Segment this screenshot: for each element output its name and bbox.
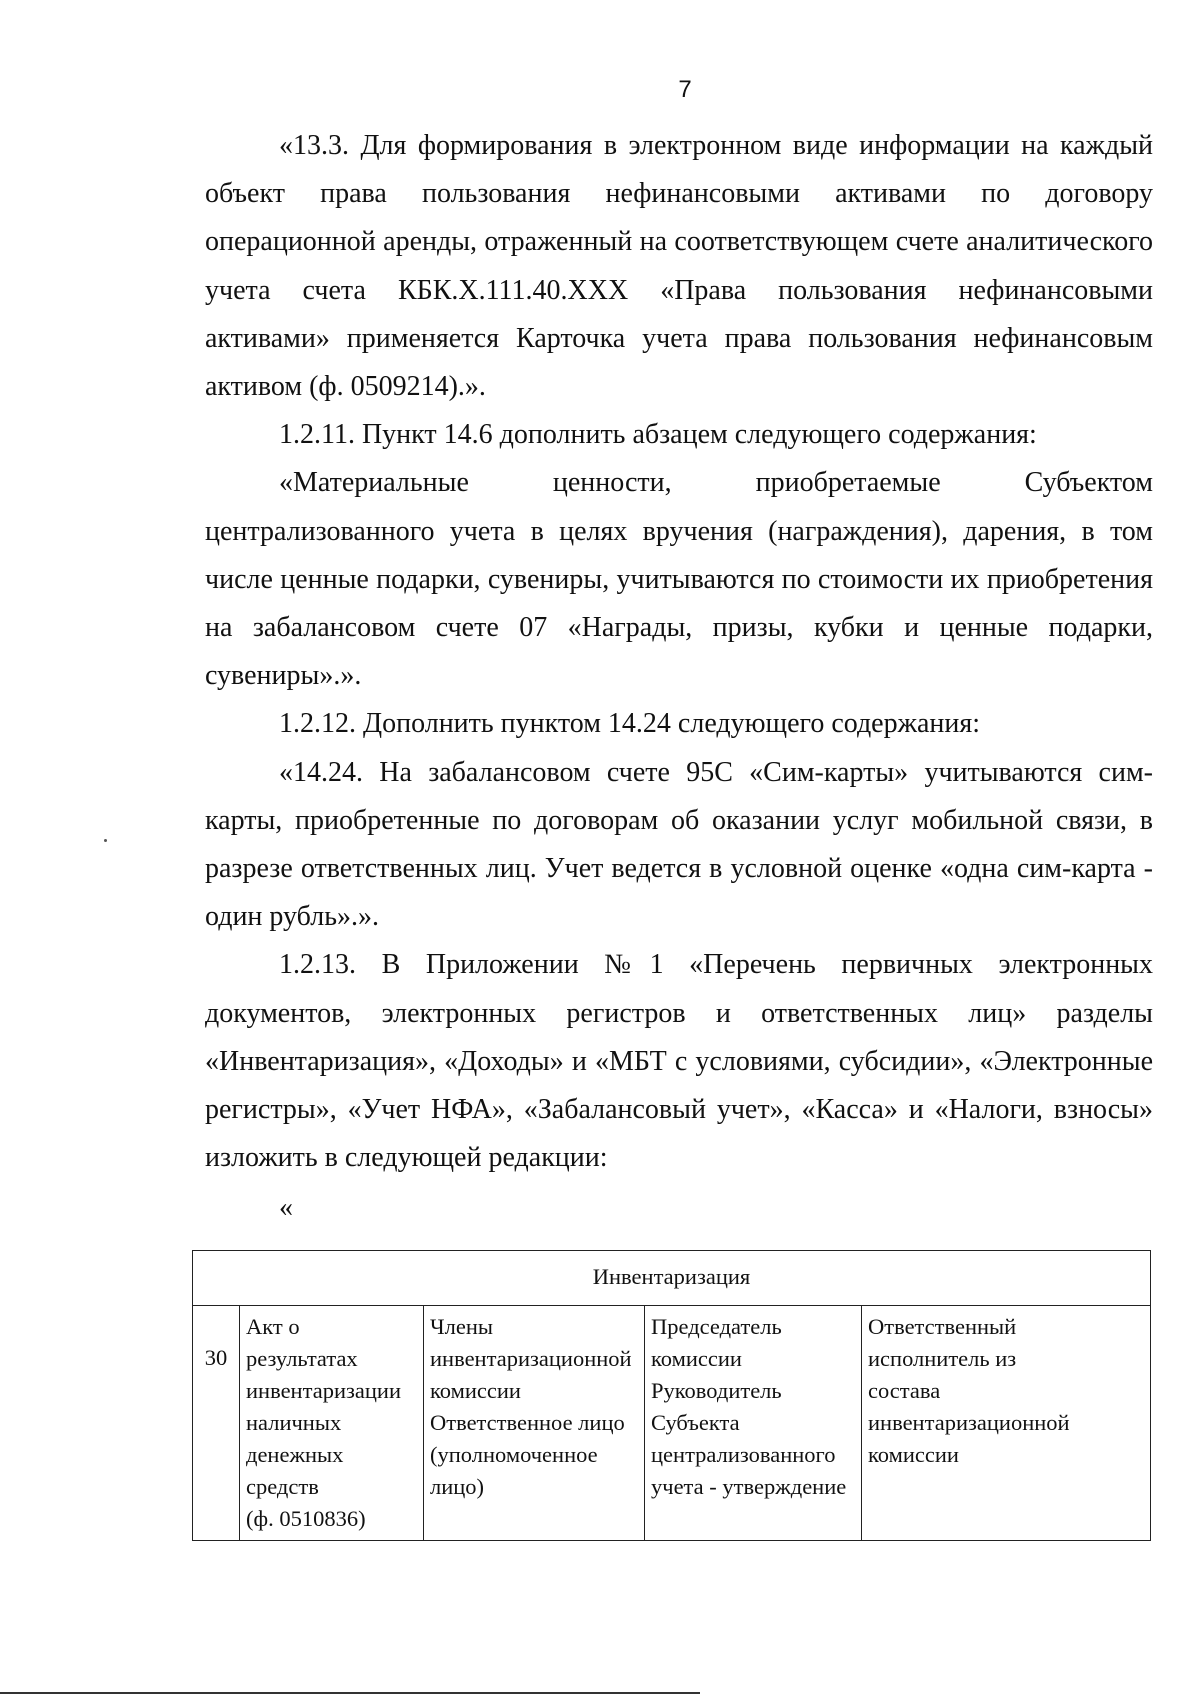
section-title: Инвентаризация bbox=[193, 1251, 1151, 1306]
cell-line: Руководитель bbox=[651, 1378, 782, 1403]
table-row bbox=[193, 1306, 1151, 1541]
cell-line: Ответственное лицо bbox=[430, 1410, 625, 1435]
cell-line: Члены bbox=[430, 1314, 493, 1339]
cell-line: Акт о bbox=[246, 1314, 300, 1339]
cell-line: инвентаризации bbox=[246, 1378, 401, 1403]
paragraph-1-2-12: 1.2.12. Дополнить пунктом 14.24 следующего содержания: bbox=[279, 708, 981, 740]
paragraph-1-2-13: 1.2.13. В Приложении №1 «Перечень первичных электронных документов, электронных регистров и ответственных лиц» разделы «Инвентаризация», «Доходы» и «МБТ с условиями, субсидии», «Электронные регистры», «Учет НФА», «Забалансовый учет», «Касса» и «Налоги, взносы» изложить в следующей редакции: bbox=[205, 949, 1153, 1174]
cell-line: комиссии bbox=[651, 1346, 742, 1371]
cell-line: инвентаризационной bbox=[868, 1410, 1070, 1435]
row-number: 30 bbox=[193, 1306, 240, 1541]
cell-line: Ответственный bbox=[868, 1314, 1017, 1339]
cell-line: учета - утверждение bbox=[651, 1474, 847, 1499]
signers-cell bbox=[424, 1306, 645, 1541]
cell-line: средств bbox=[246, 1474, 319, 1499]
page-number: 7 bbox=[678, 76, 692, 103]
cell-line: состава bbox=[868, 1378, 941, 1403]
cell-line: наличных bbox=[246, 1410, 342, 1435]
cell-line: (уполномоченное bbox=[430, 1442, 598, 1467]
cell-line: комиссии bbox=[430, 1378, 521, 1403]
executor-cell bbox=[862, 1306, 1151, 1541]
appendix-table bbox=[192, 1250, 1150, 1541]
paragraph-13-3: «13.3. Для формирования в электронном виде информации на каждый объект права пользования нефинансовыми активами по договору операционной аренды, отраженный на соответствующем счете аналитического учета счета КБК.Х.111.40.ХХХ «Права пользования нефинансовыми активами» применяется Карточка учета права пользования нефинансовым активом (ф. 0509214).». bbox=[205, 130, 1153, 403]
document-body bbox=[205, 122, 1153, 1233]
paragraph-1-2-11: 1.2.11. Пункт 14.6 дополнить абзацем следующего содержания: bbox=[279, 419, 1037, 451]
table-section-row bbox=[193, 1251, 1151, 1306]
paragraph-14-24: «14.24. На забалансовом счете 95С «Сим-карты» учитываются сим-карты, приобретенные по договорам об оказании услуг мобильной связи, в разрезе ответственных лиц. Учет ведется в условной оценке «одна сим-карта - один рубль».». bbox=[205, 756, 1153, 933]
approver-cell bbox=[645, 1306, 862, 1541]
cell-line: Субъекта bbox=[651, 1410, 740, 1435]
cell-line: денежных bbox=[246, 1442, 344, 1467]
cell-line: лицо) bbox=[430, 1474, 485, 1499]
document-cell bbox=[240, 1306, 424, 1541]
cell-line: комиссии bbox=[868, 1442, 959, 1467]
cell-line: Председатель bbox=[651, 1314, 782, 1339]
cell-line: результатах bbox=[246, 1346, 358, 1371]
cell-line: инвентаризационной bbox=[430, 1346, 632, 1371]
paragraph-material-values: «Материальные ценности, приобретаемые Субъектом централизованного учета в целях вручения (награждения), дарения, в том числе ценные подарки, сувениры, учитываются по стоимости их приобретения на забалансовом счете 07 «Награды, призы, кубки и ценные подарки, сувениры».». bbox=[205, 467, 1153, 692]
documents-table bbox=[192, 1250, 1151, 1541]
cell-line: (ф. 0510836) bbox=[246, 1506, 366, 1531]
cell-line: централизованного bbox=[651, 1442, 836, 1467]
opening-quote: « bbox=[279, 1192, 293, 1224]
scan-speck bbox=[104, 839, 107, 842]
cell-line: исполнитель из bbox=[868, 1346, 1017, 1371]
